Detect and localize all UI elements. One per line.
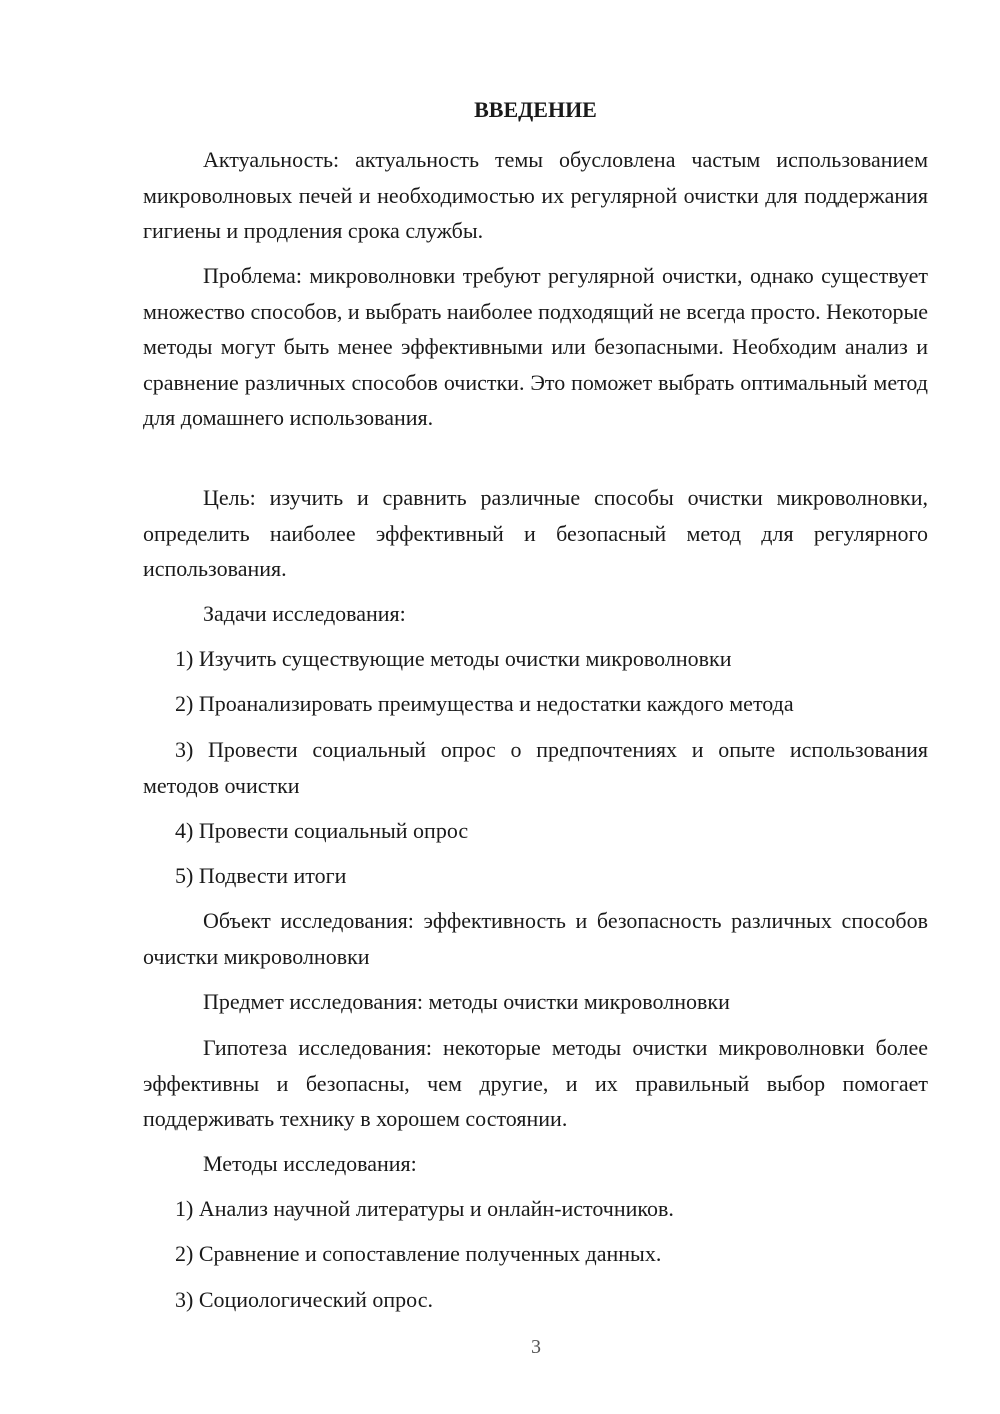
object-paragraph: Объект исследования: эффективность и безопасность различных способов очистки микроволновки xyxy=(143,908,928,969)
problem-paragraph: Проблема: микроволновки требуют регулярной очистки, однако существует множество способов, и выбрать наиболее подходящий не всегда просто. Некоторые методы могут быть менее эффективными или безопасными. Необходим анализ и сравнение различных способов очистки. Это поможет выбрать оптимальный метод для домашнего использования. xyxy=(143,263,928,430)
task-item: 5) Подвести итоги xyxy=(175,863,347,888)
task-item: 1) Изучить существующие методы очистки микроволновки xyxy=(175,646,732,671)
task-item: 3) Провести социальный опрос о предпочтениях и опыте использования методов очистки xyxy=(143,737,928,798)
method-item: 2) Сравнение и сопоставление полученных данных. xyxy=(175,1241,662,1266)
methods-heading: Методы исследования: xyxy=(203,1151,417,1176)
page-number: 3 xyxy=(531,1336,541,1358)
section-heading: ВВЕДЕНИЕ xyxy=(474,97,597,122)
subject-paragraph: Предмет исследования: методы очистки микроволновки xyxy=(203,989,730,1014)
task-item: 4) Провести социальный опрос xyxy=(175,818,469,843)
method-item: 3) Социологический опрос. xyxy=(175,1287,433,1312)
tasks-heading: Задачи исследования: xyxy=(203,601,406,626)
method-item: 1) Анализ научной литературы и онлайн-источников. xyxy=(175,1196,674,1221)
hypothesis-paragraph: Гипотеза исследования: некоторые методы очистки микроволновки более эффективны и безопасны, чем другие, и их правильный выбор помогает поддерживать технику в хорошем состоянии. xyxy=(143,1035,928,1131)
task-item: 2) Проанализировать преимущества и недостатки каждого метода xyxy=(175,691,794,716)
goal-paragraph: Цель: изучить и сравнить различные способы очистки микроволновки, определить наиболее эффективный и безопасный метод для регулярного использования. xyxy=(143,485,928,581)
relevance-paragraph: Актуальность: актуальность темы обусловлена частым использованием микроволновых печей и необходимостью их регулярной очистки для поддержания гигиены и продления срока службы. xyxy=(143,147,928,243)
